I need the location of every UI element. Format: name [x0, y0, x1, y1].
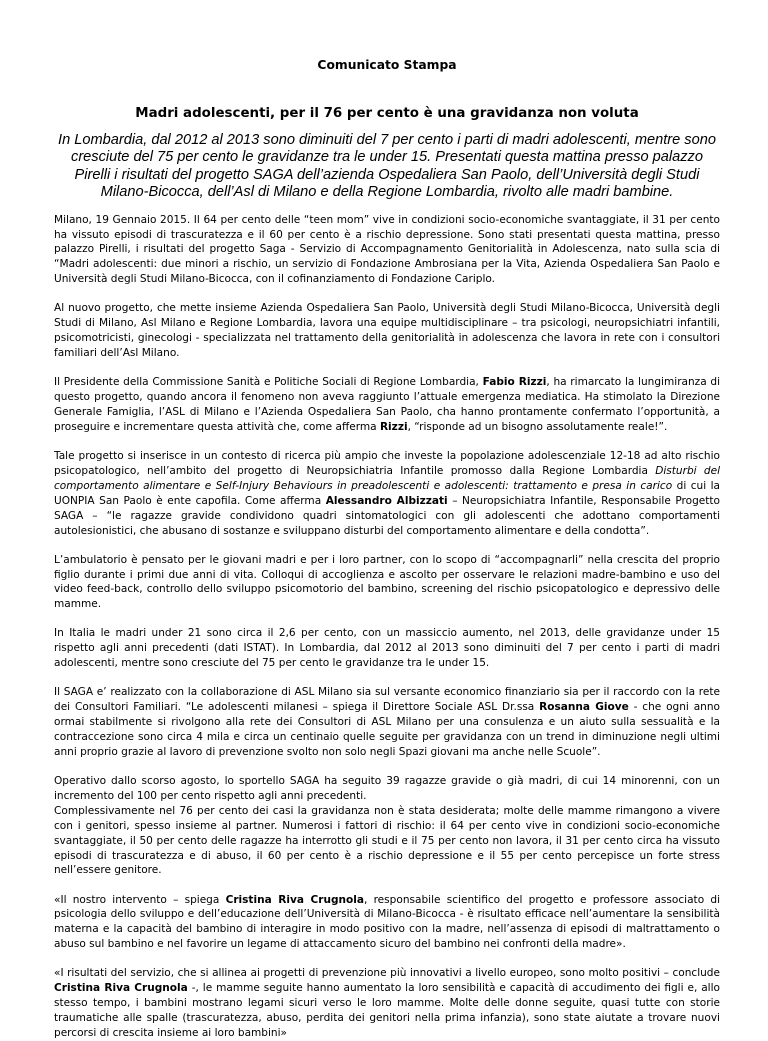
- paragraph-text: , ha rimarcato la lungimiranza di questo progetto, quando ancora il fenomeno non aveva raggiunto l’attuale emergenza mediatica. Ha stimolato la Direzione Generale Famiglia, l’ASL di Milano e l’Azienda Ospedaliera San Paolo, cha hanno prontamente confermato l’opportunità, a proseguire e incrementare questa attività che, come afferma: [54, 376, 721, 433]
- bold-name: Rizzi: [379, 420, 408, 433]
- document-body: [54, 213, 720, 1041]
- paragraph-text: , responsabile scientifico del progetto e professore associato di psicologia dello sviluppo e dell’educazione dell’Università di Milano-Bicocca - è risultato efficace nell’aumentare la sensibilità materna e la capacità del bambino di interagire in modo positivo con la madre, nell’assenza di episodi di maltrattamento o abuso sul bambino e nel favorire un legame di attaccamento sicuro del bambino nei confronti della madre».: [54, 893, 720, 951]
- paragraph-text: Al nuovo progetto, che mette insieme Azienda Ospedaliera San Paolo, Università degli Studi Milano-Bicocca, Università degli Studi di Milano, Asl Milano e Regione Lombardia, lavora una equipe multidisciplinare – tra psicologi, neuropsichiatri infantili, psicomotricisti, ginecologi - specializzata nel trattamento della genitorialità in adolescenza che lavora in rete con i consultori familiari dell’Asl Milano.: [54, 302, 720, 360]
- bold-name: Cristina Riva Crugnola: [225, 893, 364, 906]
- body-paragraph: [54, 685, 720, 760]
- paragraph-text: Il Presidente della Commissione Sanità e Politiche Sociali di Regione Lombardia,: [54, 376, 483, 389]
- body-paragraph: [54, 213, 720, 288]
- body-paragraph: [54, 626, 720, 671]
- paragraph-text: -, le mamme seguite hanno aumentato la loro sensibilità e capacità di accudimento dei figli e, allo stesso tempo, i bambini mostrano legami sicuri verso le loro mamme. Molte delle donne seguite, quasi tutte con storie traumatiche alle spalle (trascuratezza, abuso, perdita dei genitori nella prima infanzia), sono state aiutate a trovare nuovi percorsi di crescita insieme ai loro bambini»: [54, 982, 720, 1039]
- bold-name: Rosanna Giove: [539, 701, 629, 714]
- body-paragraph: [54, 966, 720, 1041]
- paragraph-text: Operativo dallo scorso agosto, lo sportello SAGA ha seguito 39 ragazze gravide o già madri, di cui 14 minorenni, con un incremento del 100 per cento rispetto agli anni precedenti.: [54, 775, 720, 802]
- body-paragraph: [54, 774, 720, 804]
- paragraph-text: «I risultati del servizio, che si allinea ai progetti di prevenzione più innovativi a livello europeo, sono molto positivi – conclude: [54, 967, 720, 980]
- bold-name: Fabio Rizzi: [482, 376, 547, 389]
- paragraph-text: In Italia le madri under 21 sono circa il 2,6 per cento, con un massiccio aumento, nel 2013, delle gravidanze under 15 rispetto agli anni precedenti (dati ISTAT). In Lombardia, dal 2012 al 2013 sono diminuiti del 7 per cento i parti di madri adolescenti, mentre sono cresciute del 75 per cento le gravidanze tra le under 15.: [54, 627, 720, 670]
- paragraph-text: Il SAGA e’ realizzato con la collaborazione di ASL Milano sia sul versante economico finanziario sia per il raccordo con la rete dei Consultori Familiari. “Le adolescenti milanesi – spiega il Direttore Sociale ASL Dr.ssa: [54, 686, 720, 714]
- paragraph-text: Tale progetto si inserisce in un contesto di ricerca più ampio che investe la popolazione adolescenziale 12-18 ad alto rischio psicopatologico, nell’ambito del progetto di Neuropsichiatria Infantile promosso dalla Regione Lombardia: [54, 449, 720, 477]
- paragraph-text: – Neuropsichiatra Infantile, Responsabile Progetto SAGA – “le ragazze gravide condividono quadri sintomatologici con gli adolescenti che adottano comportamenti autolesionistici, che abusano di sostanze e sviluppano disturbi del comportamento alimentare e della condotta”.: [54, 494, 720, 537]
- body-paragraph: [54, 301, 720, 361]
- paragraph-text: Milano, 19 Gennaio 2015. Il 64 per cento delle “teen mom” vive in condizioni socio-economiche svantaggiate, il 31 per cento ha vissuto episodi di trascuratezza e il 60 per cento è a rischio depressione. Sono stati presentati questa mattina, presso palazzo Pirelli, i risultati del progetto Saga - Servizio di Accompagnamento Genitorialità in Adolescenza, nato sulla scia di “Madri adolescenti: due minori a rischio, un servizio di Fondazione Ambrosiana per la Vita, Azienda Ospedaliera San Paolo e Università degli Studi Milano-Bicocca, con il cofinanziamento di Fondazione Cariplo.: [54, 213, 720, 286]
- paragraph-text: «Il nostro intervento – spiega: [54, 893, 226, 906]
- document-subtitle: In Lombardia, dal 2012 al 2013 sono diminuiti del 7 per cento i parti di madri adolescenti, mentre sono cresciute del 75 per cento le gravidanze tra le under 15. Presentati questa mattina presso palazzo Pirelli i risultati del progetto SAGA dell’azienda Ospedaliera San Paolo, dell’Università degli Studi Milano-Bicocca, dell’Asl di Milano e della Regione Lombardia, rivolto alle madri bambine.: [58, 132, 716, 201]
- body-paragraph: [54, 553, 720, 613]
- body-paragraph: [54, 375, 720, 435]
- document-title: Madri adolescenti, per il 76 per cento è una gravidanza non voluta: [135, 106, 639, 121]
- italic-title: Disturbi del comportamento alimentare e Self-Injury Behaviours in preadolescenti e adolescenti: trattamento e presa in carico: [54, 464, 720, 492]
- body-paragraph: [54, 449, 720, 538]
- body-paragraph: [54, 804, 720, 879]
- paragraph-text: L’ambulatorio è pensato per le giovani madri e per i loro partner, con lo scopo di “accompagnarli” nella crescita del proprio figlio durante i primi due anni di vita. Colloqui di accoglienza e ascolto per osservare le relazioni madre-bambino e uso del video feed-back, controllo dello sviluppo psicomotorio del bambino, screening del rischio psicopatologico e depressivo delle mamme.: [54, 553, 720, 611]
- paragraph-text: di cui la UONPIA San Paolo è ente capofila. Come afferma: [54, 479, 720, 507]
- paragraph-text: - che ogni anno ormai stabilmente si rivolgono alla rete dei Consultori di ASL Milano per una consulenza e un aiuto sulla sessualità e la contraccezione sono circa 4 mila e circa un centinaio quelle seguite per gravidanza con un trend in diminuzione negli ultimi anni proprio grazie al lavoro di prevenzione svolto non solo negli Spazi giovani ma anche nelle Scuole”.: [54, 701, 720, 758]
- bold-name: Cristina Riva Crugnola: [54, 982, 188, 995]
- paragraph-text: Complessivamente nel 76 per cento dei casi la gravidanza non è stata desiderata; molte delle mamme rimangono a vivere con i genitori, spesso insieme al partner. Numerosi i fattori di rischio: il 64 per cento vive in condizioni socio-economiche svantaggiate, il 50 per cento delle ragazze ha interrotto gli studi e il 75 per cento non lavora, il 31 per cento circa ha vissuto episodi di trascuratezza e di abuso, il 60 per cento è a rischio depressione e il 55 per cento percepisce un forte stress nell’essere genitore.: [54, 804, 720, 877]
- paragraph-text: , “risponde ad un bisogno assolutamente reale!”.: [407, 420, 668, 433]
- bold-name: Alessandro Albizzati: [325, 494, 448, 507]
- document-header: Comunicato Stampa: [317, 58, 457, 72]
- body-paragraph: [54, 893, 720, 953]
